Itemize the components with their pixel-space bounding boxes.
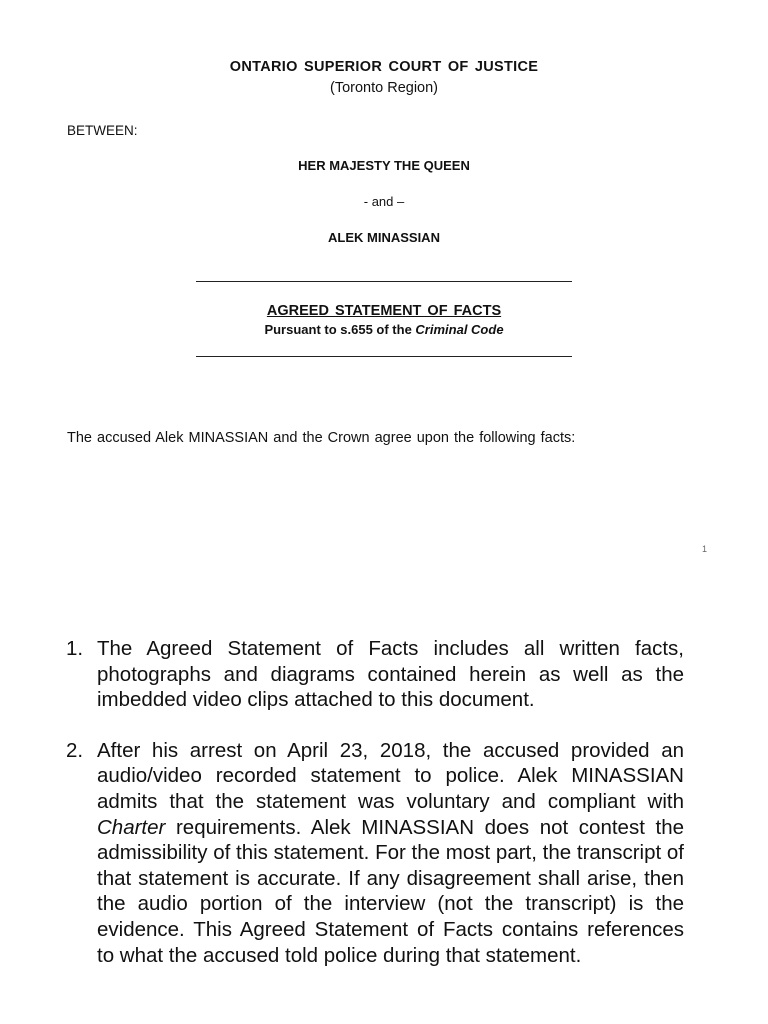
subtitle-prefix: Pursuant to s.655 of the <box>264 322 416 337</box>
party-two: ALEK MINASSIAN <box>328 230 440 245</box>
fact-text-charter: Charter <box>97 815 166 839</box>
document-subtitle <box>0 322 768 337</box>
between-label: BETWEEN: <box>67 123 138 138</box>
fact-number: 2. <box>66 738 84 762</box>
party-one: HER MAJESTY THE QUEEN <box>298 158 470 173</box>
divider-top <box>196 281 572 282</box>
fact-text-part-1: After his arrest on April 23, 2018, the accused provided an audio/video recorded statement to police. Alek MINASSIAN admits that the statement was voluntary and compliant with <box>97 738 684 813</box>
fact-number: 1. <box>66 637 84 660</box>
court-name: ONTARIO SUPERIOR COURT OF JUSTICE <box>229 59 539 75</box>
document-title: AGREED STATEMENT OF FACTS <box>266 303 502 319</box>
subtitle-statute: Criminal Code <box>415 322 504 337</box>
fact-item-1 <box>66 636 684 713</box>
divider-bottom <box>196 356 572 357</box>
and-separator: - and – <box>363 194 405 209</box>
fact-text: The Agreed Statement of Facts includes all written facts, photographs and diagrams contained herein as well as the imbedded video clips attached to this document. <box>97 637 684 712</box>
page-number: 1 <box>702 544 708 554</box>
fact-text-part-2: requirements. Alek MINASSIAN does not contest the admissibility of this statement. For the most part, the transcript of that statement is accurate. If any disagreement shall arise, then the audio portion of the interview (not the transcript) is the evidence. This Agreed Statement of Facts contains references to what the accused told police during that statement. <box>97 815 684 967</box>
fact-item-2 <box>66 738 684 968</box>
court-region: (Toronto Region) <box>330 80 438 96</box>
facts-list <box>66 636 684 993</box>
intro-paragraph: The accused Alek MINASSIAN and the Crown agree upon the following facts: <box>67 430 576 446</box>
